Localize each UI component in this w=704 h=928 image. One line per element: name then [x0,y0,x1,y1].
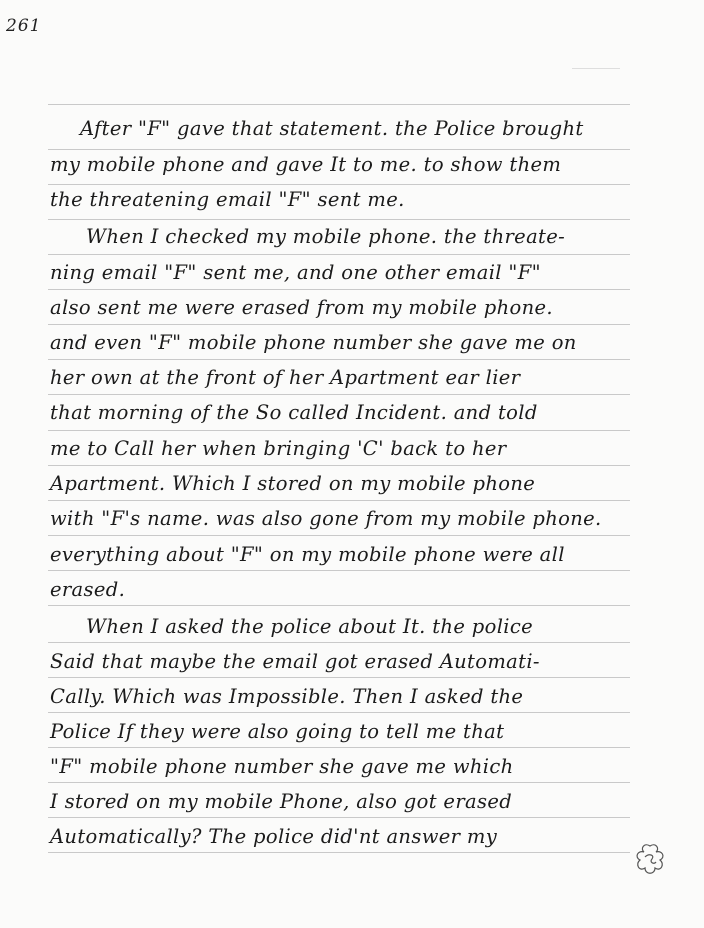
page-number: 261 [6,16,42,36]
ruled-line [48,642,630,643]
text-line: Apartment. Which I stored on my mobile phone [50,472,536,495]
ruled-line [48,500,630,501]
text-line: her own at the front of her Apartment ear lier [50,366,521,389]
ruled-line [48,852,630,853]
ruled-line [48,712,630,713]
text-line: erased. [50,578,126,601]
ruled-line [48,782,630,783]
ruled-line [48,465,630,466]
ruled-line [572,68,620,69]
text-line: Cally. Which was Impossible. Then I asked the [50,685,524,708]
text-line: the threatening email "F" sent me. [50,188,405,211]
ruled-line [48,104,630,105]
ruled-line [48,254,630,255]
ruled-line [48,605,630,606]
ruled-line [48,817,630,818]
text-line: Said that maybe the email got erased Automati- [50,650,540,673]
ruled-line [48,747,630,748]
ruled-line [48,570,630,571]
ruled-line [48,289,630,290]
text-line: "F" mobile phone number she gave me which [50,755,514,778]
text-line: that morning of the So called Incident. and told [50,401,538,424]
text-line: me to Call her when bringing 'C' back to her [50,437,507,460]
ruled-line [48,430,630,431]
text-line: After "F" gave that statement. the Police brought [80,117,584,140]
flower-doodle-icon [630,840,670,880]
text-line: Automatically? The police did'nt answer my [50,825,498,848]
text-line: also sent me were erased from my mobile phone. [50,296,553,319]
ruled-line [48,324,630,325]
text-line: I stored on my mobile Phone, also got erased [50,790,513,813]
ruled-line [48,677,630,678]
text-line: When I asked the police about It. the police [86,615,534,638]
ruled-line [48,535,630,536]
text-line: Police If they were also going to tell me that [50,720,505,743]
ruled-line [48,359,630,360]
text-line: with "F's name. was also gone from my mobile phone. [50,507,602,530]
text-line: and even "F" mobile phone number she gave me on [50,331,577,354]
ruled-line [48,219,630,220]
text-line: everything about "F" on my mobile phone were all [50,543,565,566]
ruled-line [48,394,630,395]
text-line: my mobile phone and gave It to me. to show them [50,153,562,176]
text-line: When I checked my mobile phone. the threate- [86,225,566,248]
text-line: ning email "F" sent me, and one other email "F" [50,261,541,284]
